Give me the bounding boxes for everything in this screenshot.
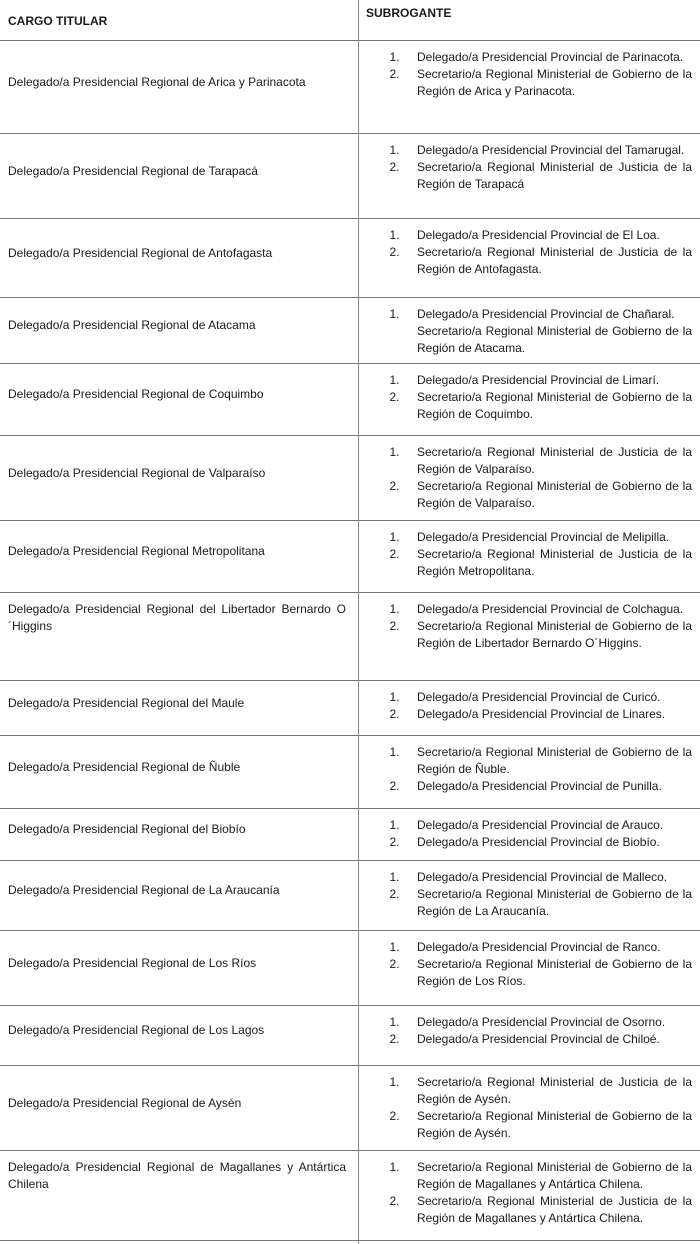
item-text: Secretario/a Regional Ministerial de Justicia de la Región de Antofagasta. bbox=[417, 245, 692, 276]
item-number: 2. bbox=[389, 779, 400, 793]
cargo-titular: Delegado/a Presidencial Regional de Coquimbo bbox=[8, 387, 264, 401]
item-text: Delegado/a Presidencial Provincial de Limarí. bbox=[417, 373, 660, 387]
subrogante-item bbox=[372, 601, 692, 618]
subrogante-item bbox=[372, 1074, 692, 1108]
item-number: 2. bbox=[389, 479, 400, 493]
subrogantes-list bbox=[372, 142, 692, 193]
table-row bbox=[0, 363, 700, 435]
subrogante-item bbox=[372, 689, 692, 706]
subrogante-item bbox=[372, 618, 692, 652]
item-text: Delegado/a Presidencial Provincial de Curicó. bbox=[417, 690, 661, 704]
subrogante-item bbox=[372, 706, 692, 723]
table-row bbox=[0, 1005, 700, 1065]
item-text: Secretario/a Regional Ministerial de Gobierno de la Región de Atacama. bbox=[417, 324, 692, 355]
item-text: Secretario/a Regional Ministerial de Justicia de la Región de Tarapacá bbox=[417, 160, 692, 191]
item-number: 1. bbox=[389, 50, 400, 64]
item-number: 2. bbox=[389, 1194, 400, 1208]
subrogantes-list bbox=[372, 939, 692, 990]
subrogante-item bbox=[372, 1159, 692, 1193]
item-text: Delegado/a Presidencial Provincial de Parinacota. bbox=[417, 50, 684, 64]
item-text: Delegado/a Presidencial Provincial de Malleco. bbox=[417, 870, 668, 884]
item-number: 1. bbox=[389, 1015, 400, 1029]
table-row bbox=[0, 218, 700, 297]
subrogante-item bbox=[372, 956, 692, 990]
subrogante-item bbox=[372, 834, 692, 851]
cargo-titular: Delegado/a Presidencial Regional del Biobío bbox=[8, 822, 246, 836]
subrogante-item bbox=[372, 159, 692, 193]
item-text: Secretario/a Regional Ministerial de Gobierno de la Región de Coquimbo. bbox=[417, 390, 692, 421]
subrogante-item bbox=[372, 546, 692, 580]
subrogante-item bbox=[372, 306, 692, 323]
item-number: 1. bbox=[389, 940, 400, 954]
subrogantes-list bbox=[372, 601, 692, 652]
subrogantes-list bbox=[372, 1014, 692, 1048]
cargo-titular: Delegado/a Presidencial Regional del Maule bbox=[8, 695, 245, 710]
item-number: 1. bbox=[389, 143, 400, 157]
cargo-titular: Delegado/a Presidencial Regional de Valparaíso bbox=[8, 465, 266, 480]
subrogantes-list bbox=[372, 869, 692, 920]
item-number bbox=[372, 323, 417, 357]
subrogante-item bbox=[372, 744, 692, 778]
item-number: 2. bbox=[389, 547, 400, 561]
cargo-titular: Delegado/a Presidencial Regional Metropolitana bbox=[8, 544, 265, 558]
cargo-titular: Delegado/a Presidencial Regional de Ñuble bbox=[8, 759, 241, 774]
subrogante-item bbox=[372, 1031, 692, 1048]
item-text: Secretario/a Regional Ministerial de Justicia de la Región de Aysén. bbox=[417, 1075, 692, 1106]
item-text: Delegado/a Presidencial Provincial de Ranco. bbox=[417, 940, 661, 954]
item-number: 1. bbox=[389, 1075, 400, 1089]
item-number: 2. bbox=[389, 160, 400, 174]
cargo-titular: Delegado/a Presidencial Regional de Arica y Parinacota bbox=[8, 74, 306, 89]
item-text: Delegado/a Presidencial Provincial de Colchagua. bbox=[417, 602, 684, 616]
cargo-titular: Delegado/a Presidencial Regional de Antofagasta bbox=[8, 245, 273, 260]
item-text: Delegado/a Presidencial Provincial de El Loa. bbox=[417, 228, 660, 242]
subrogantes-list bbox=[372, 744, 692, 795]
subrogante-item bbox=[372, 49, 692, 66]
subrogante-item bbox=[372, 142, 692, 159]
item-text: Secretario/a Regional Ministerial de Gobierno de la Región de Arica y Parinacota. bbox=[417, 67, 692, 98]
item-number: 1. bbox=[389, 373, 400, 387]
subrogante-item bbox=[372, 869, 692, 886]
item-text: Secretario/a Regional Ministerial de Justicia de la Región de Valparaíso. bbox=[417, 445, 692, 476]
subrogante-item bbox=[372, 478, 692, 512]
subrogante-item bbox=[372, 244, 692, 278]
item-number: 1. bbox=[389, 445, 400, 459]
item-text: Delegado/a Presidencial Provincial del Tamarugal. bbox=[417, 143, 685, 157]
subrogante-item bbox=[372, 323, 692, 357]
item-text: Secretario/a Regional Ministerial de Gobierno de la Región de La Araucanía. bbox=[417, 887, 692, 918]
item-text: Delegado/a Presidencial Provincial de Chañaral. bbox=[417, 307, 675, 321]
item-text: Secretario/a Regional Ministerial de Gobierno de la Región de Valparaíso. bbox=[417, 479, 692, 510]
subrogante-item bbox=[372, 372, 692, 389]
table-row bbox=[0, 133, 700, 218]
cargo-titular: Delegado/a Presidencial Regional de Los Lagos bbox=[8, 1023, 265, 1037]
item-text: Delegado/a Presidencial Provincial de Chiloé. bbox=[417, 1032, 660, 1046]
item-number: 1. bbox=[389, 530, 400, 544]
subrogante-item bbox=[372, 529, 692, 546]
item-text: Delegado/a Presidencial Provincial de Melipilla. bbox=[417, 530, 670, 544]
subrogantes-list bbox=[372, 306, 692, 357]
cargo-titular: Delegado/a Presidencial Regional de Tarapacá bbox=[8, 163, 258, 178]
item-text: Secretario/a Regional Ministerial de Justicia de la Región de Magallanes y Antártica Chilena. bbox=[417, 1194, 692, 1225]
column-divider bbox=[358, 0, 359, 1244]
item-number: 2. bbox=[389, 707, 400, 721]
item-number: 2. bbox=[389, 1032, 400, 1046]
subrogante-item bbox=[372, 444, 692, 478]
header-cargo-titular: CARGO TITULAR bbox=[8, 14, 108, 28]
subrogante-item bbox=[372, 66, 692, 100]
table-bottom-border bbox=[0, 1240, 700, 1241]
subrogante-item bbox=[372, 227, 692, 244]
item-text: Secretario/a Regional Ministerial de Gobierno de la Región de Aysén. bbox=[417, 1109, 692, 1140]
table-row bbox=[0, 435, 700, 520]
table-row bbox=[0, 930, 700, 1005]
cargo-titular: Delegado/a Presidencial Regional de Aysén bbox=[8, 1095, 242, 1110]
subrogante-item bbox=[372, 1193, 692, 1227]
item-text: Delegado/a Presidencial Provincial de Osorno. bbox=[417, 1015, 666, 1029]
cargo-titular: Delegado/a Presidencial Regional de La Araucanía bbox=[8, 883, 280, 897]
item-text: Secretario/a Regional Ministerial de Gobierno de la Región de Magallanes y Antártica Chilena. bbox=[417, 1160, 692, 1191]
subrogantes-list bbox=[372, 444, 692, 512]
item-number: 1. bbox=[389, 745, 400, 759]
cargo-titular: Delegado/a Presidencial Regional del Libertador Bernardo O´Higgins bbox=[8, 602, 346, 633]
table-row bbox=[0, 297, 700, 363]
subrogante-item bbox=[372, 1014, 692, 1031]
table-row bbox=[0, 40, 700, 133]
subrogantes-list bbox=[372, 372, 692, 423]
subrogantes-list bbox=[372, 817, 692, 851]
cargo-titular: Delegado/a Presidencial Regional de Atacama bbox=[8, 318, 256, 332]
item-number: 1. bbox=[389, 228, 400, 242]
item-number: 2. bbox=[389, 887, 400, 901]
cargo-titular: Delegado/a Presidencial Regional de Magallanes y Antártica Chilena bbox=[8, 1160, 346, 1191]
table-row bbox=[0, 860, 700, 930]
item-text: Delegado/a Presidencial Provincial de Punilla. bbox=[417, 779, 662, 793]
item-number: 1. bbox=[389, 870, 400, 884]
table-row bbox=[0, 680, 700, 735]
subrogante-item bbox=[372, 1108, 692, 1142]
item-number: 2. bbox=[389, 1109, 400, 1123]
item-number: 2. bbox=[389, 835, 400, 849]
item-text: Secretario/a Regional Ministerial de Gobierno de la Región de Libertador Bernardo O´Higgins. bbox=[417, 619, 692, 650]
item-number: 1. bbox=[389, 690, 400, 704]
table-row bbox=[0, 520, 700, 592]
item-number: 1. bbox=[389, 307, 400, 321]
item-number: 2. bbox=[389, 245, 400, 259]
table-row bbox=[0, 808, 700, 860]
item-number: 1. bbox=[389, 602, 400, 616]
table-row bbox=[0, 1065, 700, 1150]
subrogantes-list bbox=[372, 49, 692, 100]
table-row bbox=[0, 735, 700, 808]
item-number: 2. bbox=[389, 957, 400, 971]
item-text: Delegado/a Presidencial Provincial de Linares. bbox=[417, 707, 666, 721]
subrogante-item bbox=[372, 389, 692, 423]
subrogantes-list bbox=[372, 1159, 692, 1227]
subrogante-item bbox=[372, 778, 692, 795]
item-text: Delegado/a Presidencial Provincial de Biobío. bbox=[417, 835, 660, 849]
subrogantes-list bbox=[372, 227, 692, 278]
subrogantes-list bbox=[372, 689, 692, 723]
header-subrogante: SUBROGANTE bbox=[366, 6, 452, 20]
subrogante-item bbox=[372, 886, 692, 920]
item-number: 2. bbox=[389, 67, 400, 81]
item-text: Secretario/a Regional Ministerial de Justicia de la Región Metropolitana. bbox=[417, 547, 692, 578]
subrogante-item bbox=[372, 817, 692, 834]
subrogantes-list bbox=[372, 529, 692, 580]
subrogantes-list bbox=[372, 1074, 692, 1142]
table-row bbox=[0, 592, 700, 680]
cargo-titular: Delegado/a Presidencial Regional de Los Ríos bbox=[8, 955, 257, 970]
subrogante-item bbox=[372, 939, 692, 956]
item-number: 1. bbox=[389, 818, 400, 832]
item-number: 1. bbox=[389, 1160, 400, 1174]
item-text: Secretario/a Regional Ministerial de Gobierno de la Región de Los Ríos. bbox=[417, 957, 692, 988]
item-text: Delegado/a Presidencial Provincial de Arauco. bbox=[417, 818, 664, 832]
table-row bbox=[0, 1150, 700, 1240]
item-number: 2. bbox=[389, 619, 400, 633]
item-number: 2. bbox=[389, 390, 400, 404]
item-text: Secretario/a Regional Ministerial de Gobierno de la Región de Ñuble. bbox=[417, 745, 692, 776]
